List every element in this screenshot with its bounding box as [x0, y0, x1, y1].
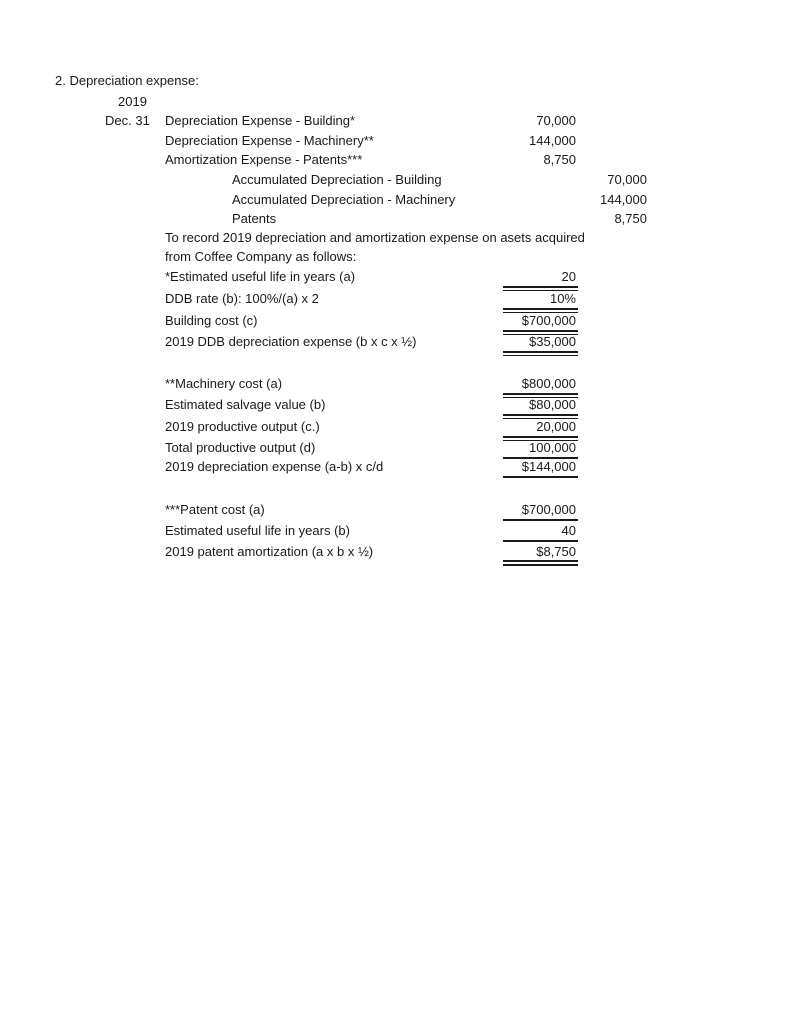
machinery-dep-value: $144,000 — [521, 459, 576, 474]
patent-life-value: 40 — [561, 523, 576, 538]
year-label: 2019 — [118, 94, 147, 109]
entry-debit-dep-machinery: 144,000 — [529, 133, 576, 148]
patent-cost-rule — [503, 519, 578, 521]
patent-amort-rule-2 — [503, 564, 578, 566]
patent-amort-label: 2019 patent amortization (a x b x ½) — [165, 544, 374, 559]
entry-account-dep-building: Depreciation Expense - Building* — [165, 113, 356, 128]
patent-amort-value: $8,750 — [536, 544, 576, 559]
entry-account-accum-building: Accumulated Depreciation - Building — [232, 172, 442, 187]
entry-account-patents: Patents — [232, 211, 277, 226]
entry-credit-accum-building: 70,000 — [607, 172, 647, 187]
building-cost-rule — [503, 330, 578, 332]
entry-debit-amort-patents: 8,750 — [543, 152, 576, 167]
building-rate-value: 10% — [549, 291, 576, 306]
building-cost-value: $700,000 — [521, 313, 576, 328]
entry-account-dep-machinery: Depreciation Expense - Machinery** — [165, 133, 374, 148]
entry-explanation-line-1: To record 2019 depreciation and amortization expense on asets acquired — [165, 230, 585, 245]
machinery-cost-label: **Machinery cost (a) — [165, 376, 283, 391]
entry-credit-patents: 8,750 — [614, 211, 647, 226]
machinery-output-label: 2019 productive output (c.) — [165, 419, 320, 434]
machinery-output-rule — [503, 436, 578, 438]
patent-life-rule — [503, 540, 578, 542]
machinery-salvage-rule — [503, 414, 578, 416]
building-cost-label: Building cost (c) — [165, 313, 258, 328]
machinery-dep-rule — [503, 476, 578, 478]
entry-account-accum-machinery: Accumulated Depreciation - Machinery — [232, 192, 456, 207]
building-ddb-value: $35,000 — [529, 334, 576, 349]
machinery-cost-value: $800,000 — [521, 376, 576, 391]
building-ddb-rule — [503, 351, 578, 353]
section-heading: 2. Depreciation expense: — [55, 73, 199, 88]
building-life-rule — [503, 286, 578, 288]
building-life-value: 20 — [561, 269, 576, 284]
entry-debit-dep-building: 70,000 — [536, 113, 576, 128]
machinery-salvage-label: Estimated salvage value (b) — [165, 397, 326, 412]
machinery-dep-label: 2019 depreciation expense (a-b) x c/d — [165, 459, 384, 474]
patent-cost-label: ***Patent cost (a) — [165, 502, 265, 517]
building-rate-label: DDB rate (b): 100%/(a) x 2 — [165, 291, 319, 306]
machinery-cost-rule — [503, 393, 578, 395]
patent-life-label: Estimated useful life in years (b) — [165, 523, 350, 538]
patent-cost-value: $700,000 — [521, 502, 576, 517]
machinery-output-value: 20,000 — [536, 419, 576, 434]
machinery-total-output-value: 100,000 — [529, 440, 576, 455]
building-ddb-label: 2019 DDB depreciation expense (b x c x ½) — [165, 334, 417, 349]
entry-explanation-line-2: from Coffee Company as follows: — [165, 249, 357, 264]
building-ddb-rule-2 — [503, 355, 578, 356]
building-rate-rule — [503, 308, 578, 310]
machinery-total-output-label: Total productive output (d) — [165, 440, 316, 455]
machinery-salvage-value: $80,000 — [529, 397, 576, 412]
entry-date: Dec. 31 — [105, 113, 150, 128]
entry-credit-accum-machinery: 144,000 — [600, 192, 647, 207]
building-life-label: *Estimated useful life in years (a) — [165, 269, 356, 284]
entry-account-amort-patents: Amortization Expense - Patents*** — [165, 152, 363, 167]
patent-amort-rule — [503, 560, 578, 562]
